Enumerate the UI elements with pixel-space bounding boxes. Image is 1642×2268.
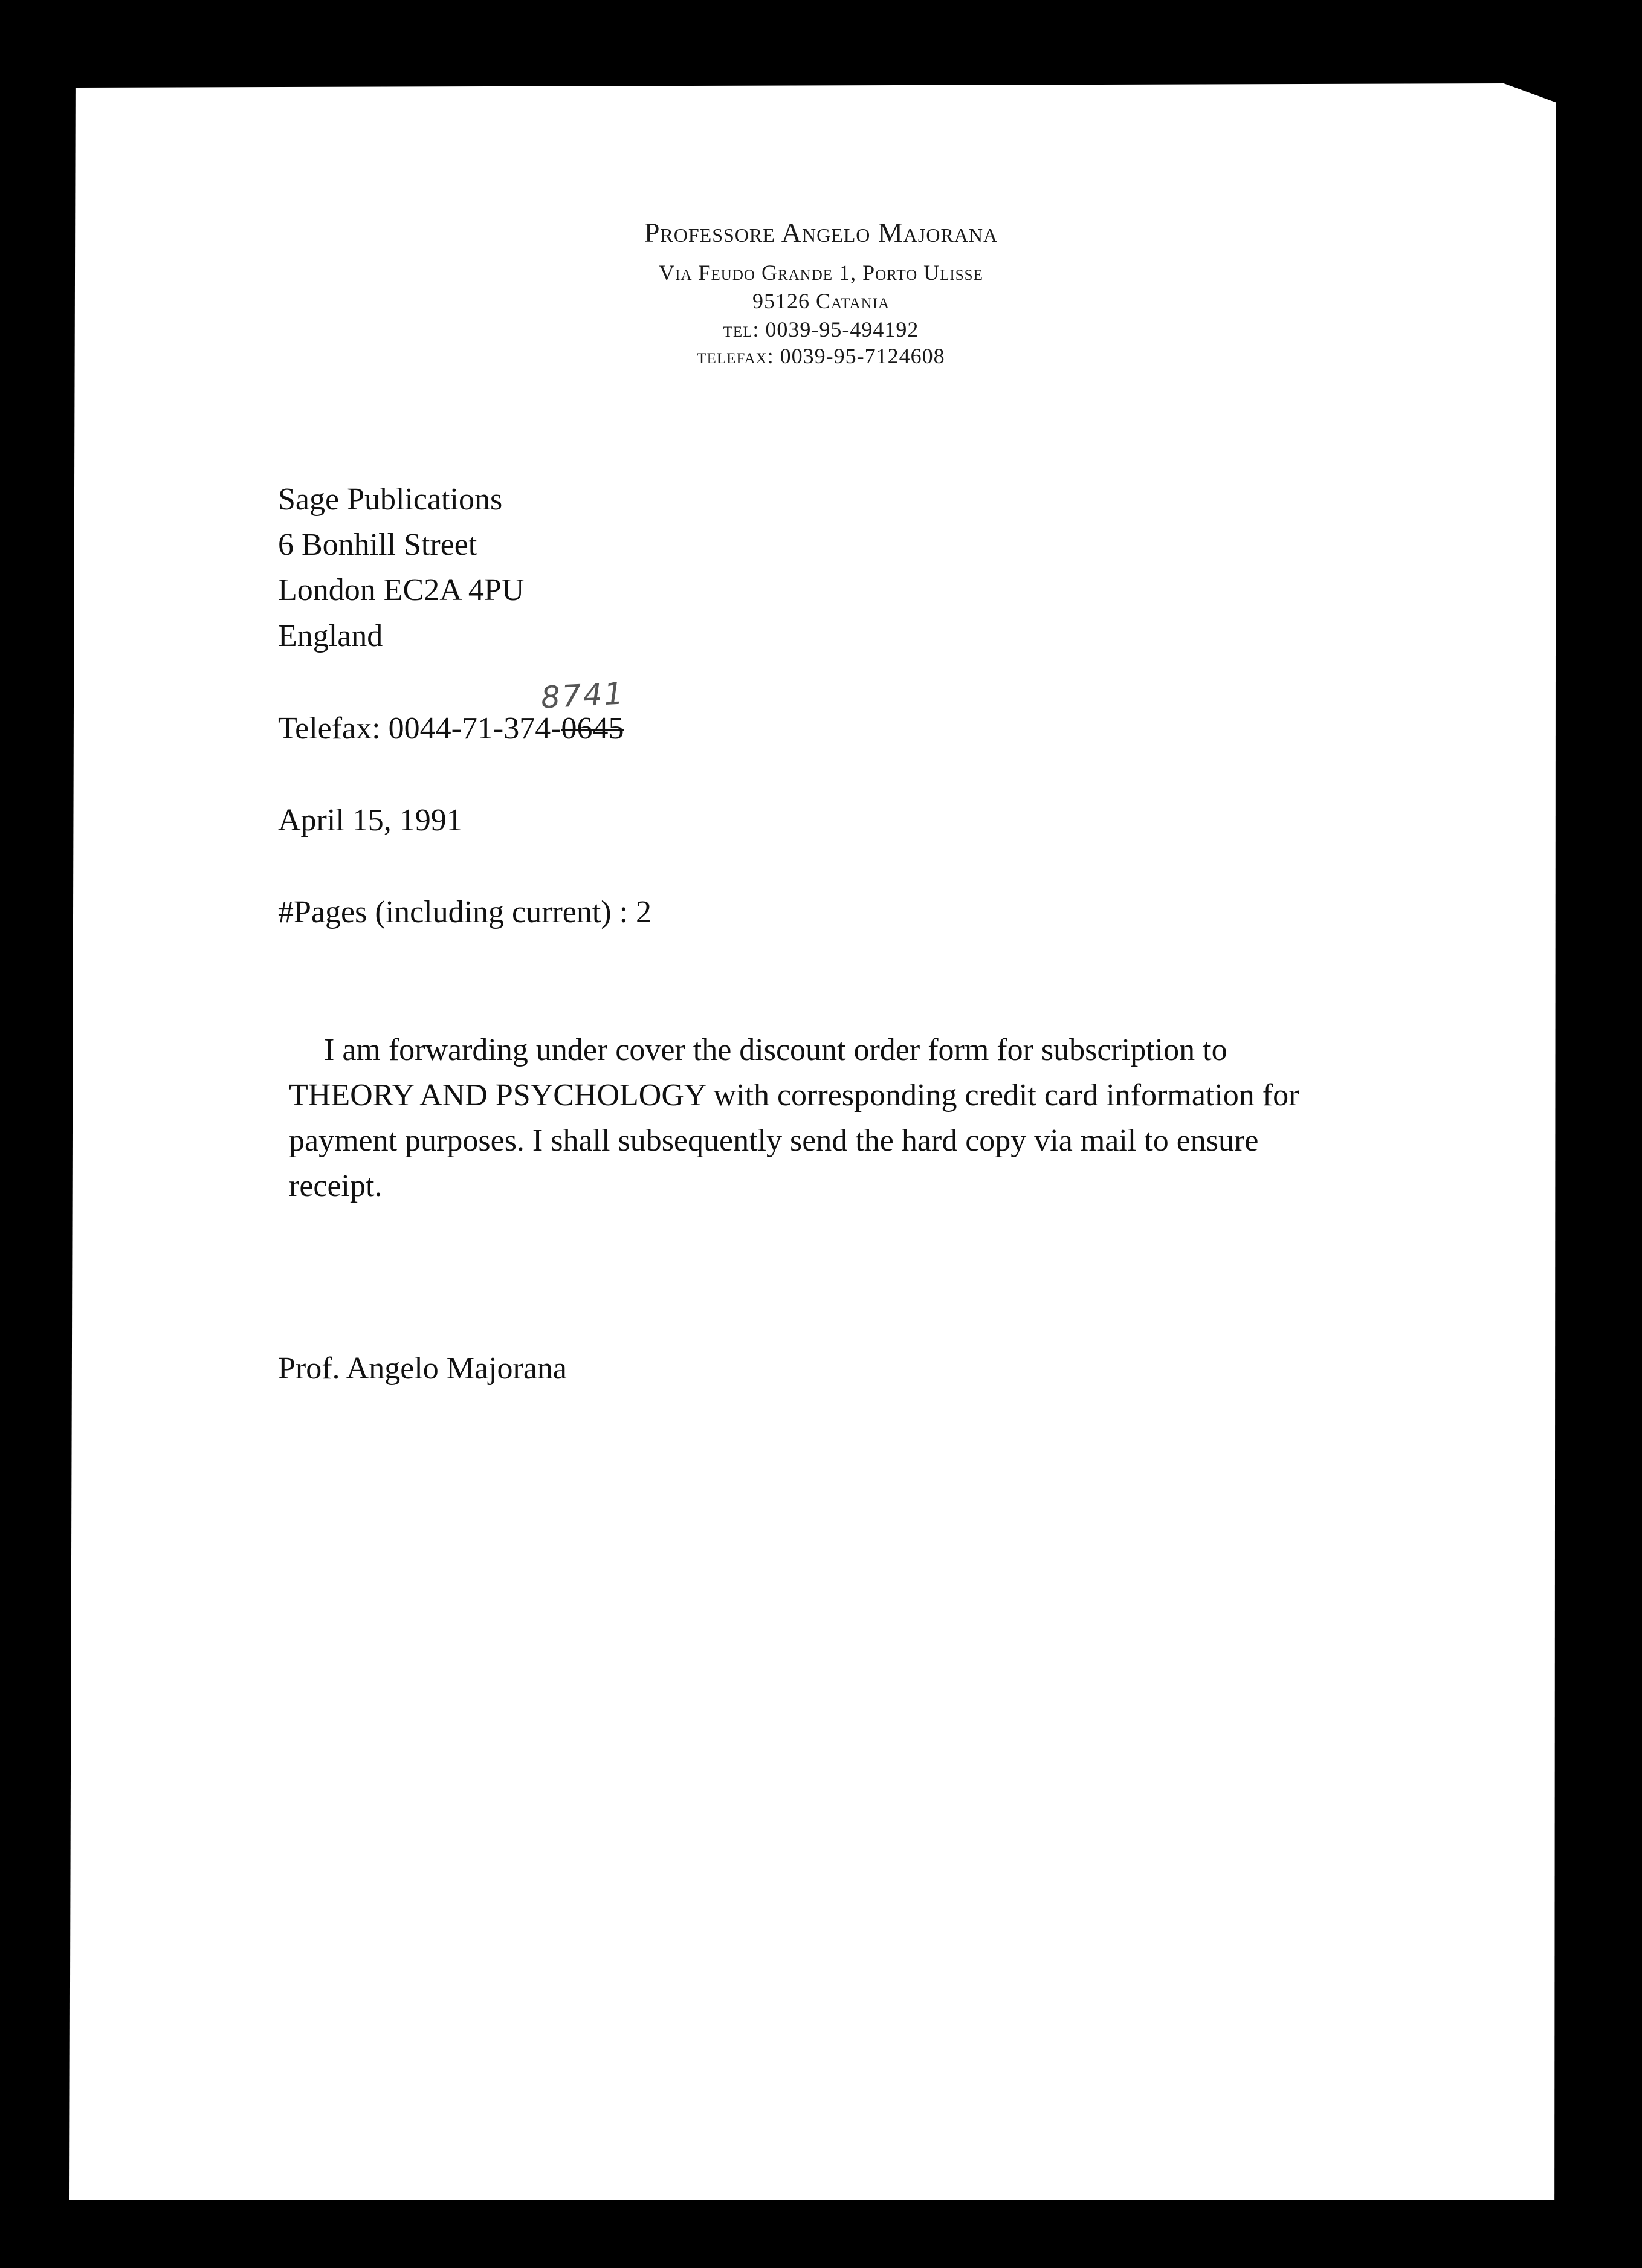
- recipient-city: London EC2A 4PU: [278, 573, 525, 607]
- handwritten-fax-correction: 8741: [540, 676, 626, 716]
- letter-date: April 15, 1991: [278, 803, 462, 838]
- letterhead-address: Via Feudo Grande 1, Porto Ulisse: [659, 260, 983, 285]
- body-line-2: THEORY AND PSYCHOLOGY with corresponding credit card information for: [289, 1078, 1299, 1113]
- letterhead-name: Professore Angelo Majorana: [644, 217, 998, 248]
- telefax-line: [278, 711, 624, 746]
- page-count: #Pages (including current) : 2: [278, 895, 652, 929]
- signature: Prof. Angelo Majorana: [278, 1351, 567, 1386]
- body-line-3: payment purposes. I shall subsequently send the hard copy via mail to ensure: [289, 1123, 1259, 1158]
- recipient-name: Sage Publications: [278, 482, 503, 517]
- letterhead-city: 95126 Catania: [752, 289, 890, 313]
- recipient-street: 6 Bonhill Street: [278, 528, 477, 562]
- letterhead-fax: telefax: 0039-95-7124608: [697, 344, 945, 368]
- body-line-4: receipt.: [289, 1169, 383, 1203]
- letterhead-tel: tel: 0039-95-494192: [723, 317, 919, 341]
- telefax-prefix: Telefax: 0044-71-374-: [278, 711, 561, 746]
- recipient-country: England: [278, 619, 383, 653]
- telefax-struck-digits: 0645: [561, 711, 624, 746]
- body-line-1: I am forwarding under cover the discount order form for subscription to: [324, 1033, 1227, 1067]
